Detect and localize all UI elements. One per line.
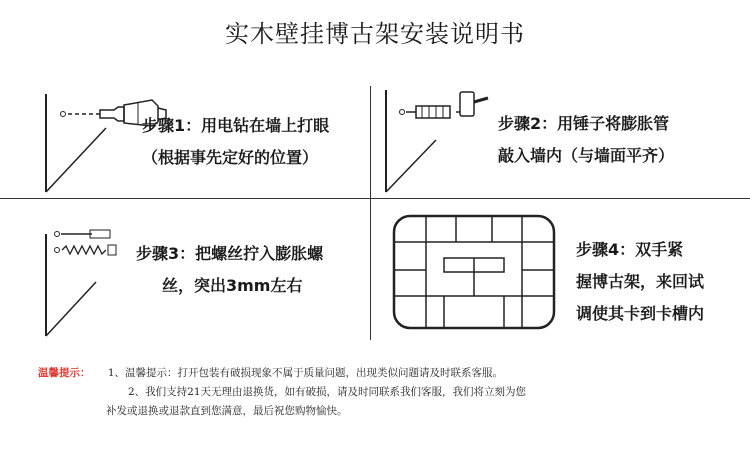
step-1-line1: 步骤1：用电钻在墙上打眼 — [142, 116, 330, 135]
tips-section — [38, 364, 728, 421]
hammer-icon — [398, 88, 490, 124]
step-2-line2: 敲入墙内（与墙面平齐） — [498, 146, 675, 165]
step-3-text — [136, 238, 323, 302]
tips-line-2: 2、我们支持21天无理由退换货，如有破损，请及时同联系我们客服，我们将立刻为您 — [128, 386, 527, 398]
step-4-line2: 握博古架，来回试 — [576, 272, 705, 291]
step-3-line1: 步骤3：把螺丝拧入膨胀螺 — [136, 244, 324, 263]
page-title: 实木壁挂博古架安装说明书 — [225, 20, 525, 48]
step-2-line1: 步骤2：用锤子将膨胀管 — [498, 114, 670, 133]
tips-label: 温馨提示： — [38, 367, 91, 379]
step-2-text — [498, 108, 674, 172]
shelf-icon — [386, 212, 562, 332]
tips-line-3: 补发或退换或退款直到您满意，最后祝您购物愉快。 — [106, 405, 348, 417]
step-4-line1: 步骤4：双手紧 — [576, 240, 684, 259]
divider-horizontal — [0, 198, 750, 199]
step-1-text — [142, 110, 329, 174]
step-3-line2: 丝，突出3mm左右 — [162, 276, 303, 295]
step-1-line2: （根据事先定好的位置） — [142, 148, 319, 167]
tips-line-1: 1、温馨提示：打开包装有破损现象不属于质量问题，出现类似问题请及时联系客服。 — [107, 367, 504, 379]
screw-icon — [52, 226, 122, 260]
divider-vertical — [370, 86, 371, 340]
step-4-line3: 调使其卡到卡槽内 — [576, 304, 705, 323]
step-4-text — [576, 234, 704, 330]
